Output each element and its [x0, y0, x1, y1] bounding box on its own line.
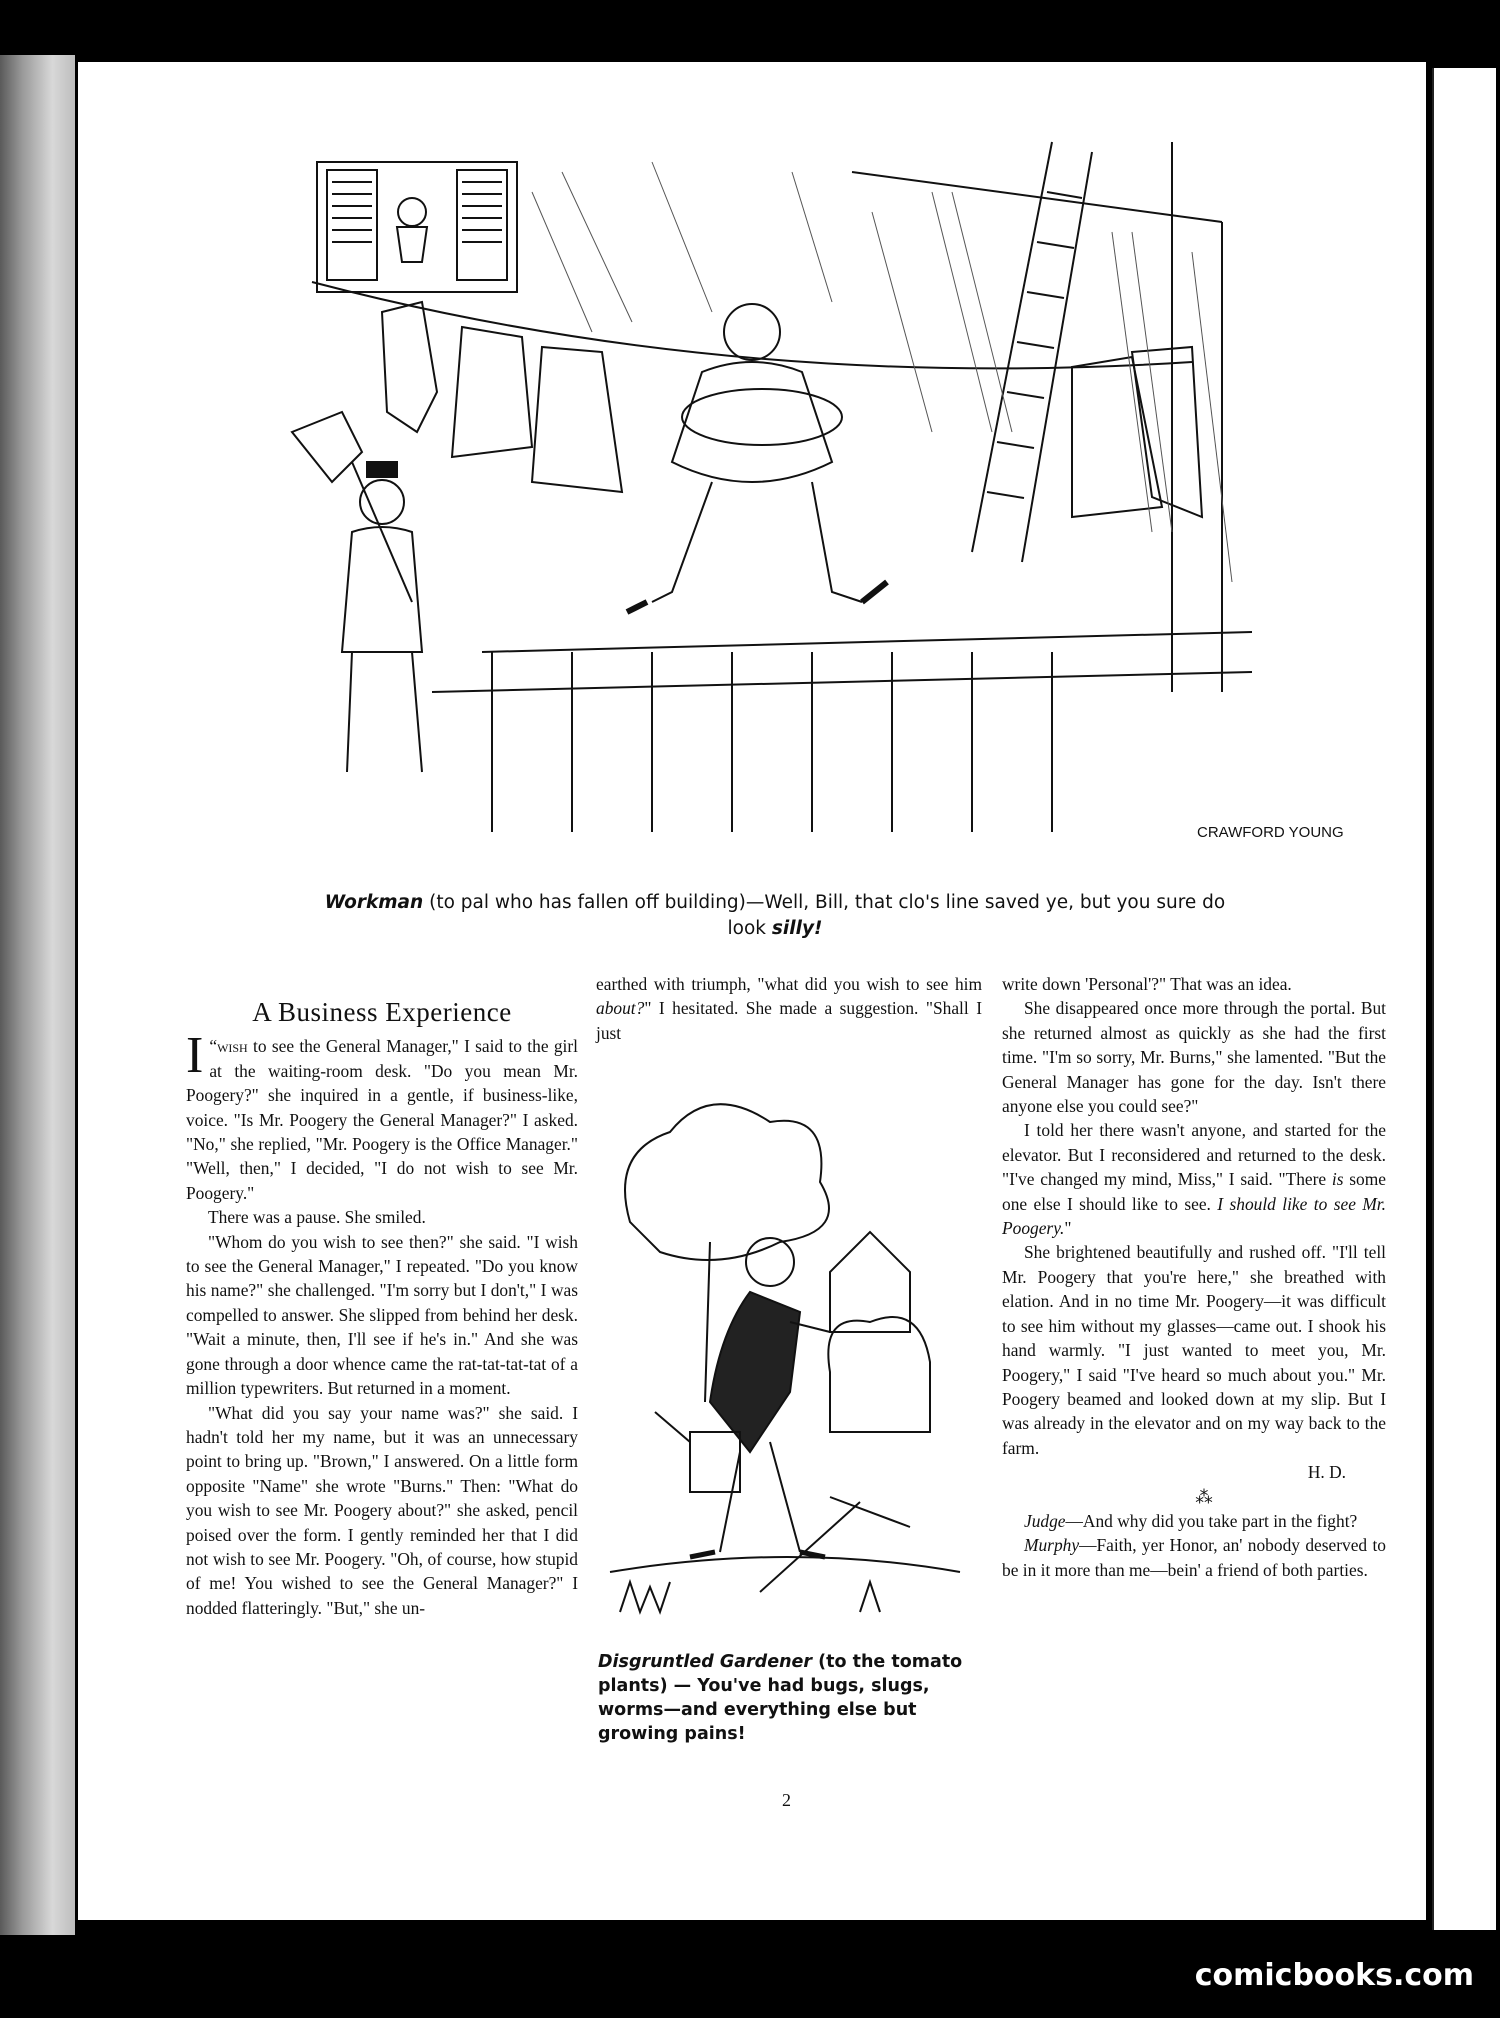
clothesline-illustration [232, 132, 1344, 874]
caption-text: (to pal who has fallen off building)—Well, Bill, that clo's line saved ye, but you sure do look [423, 892, 1226, 939]
article-signature: H. D. [1307, 1462, 1346, 1483]
watermark: comicbooks.com [1194, 1958, 1474, 1993]
gardener-illustration [600, 1072, 972, 1632]
article-column-1 [186, 997, 578, 1620]
article-paragraph: "Whom do you wish to see then?" she said. "I wish to see the General Manager," I repeated. "Do you know his name?" she challenged. "I'm sorry but I don't," I was compelled to answer. She slipped from behind her desk. "Wait a minute, then, I'll see if he's in." And she was gone through a door whence came the rat-tat-tat-tat of a million typewriters. But returned in a moment. [186, 1231, 578, 1399]
caption-end: silly! [771, 918, 823, 939]
page-gutter-line [1432, 68, 1434, 1930]
joke-murphy-line: Murphy—Faith, yer Honor, an' nobody deserved to be in it more than me—bein' a friend of both parties. [1002, 1535, 1386, 1580]
gardener-caption [598, 1650, 984, 1746]
article-paragraph: There was a pause. She smiled. [208, 1207, 426, 1228]
next-page-edge [1432, 68, 1496, 1930]
clothesline-cartoon [232, 132, 1344, 874]
page-number: 2 [782, 1790, 791, 1810]
caption-text: (to the tomato plants) — You've had bugs, slugs, worms—and everything else but growing pains! [598, 1652, 963, 1744]
caption-speaker: Disgruntled Gardener [598, 1652, 813, 1672]
cartoon-signature: CRAWFORD YOUNG [1197, 824, 1344, 841]
drop-cap: I [186, 1027, 204, 1085]
article-paragraph: She brightened beautifully and rushed off. "I'll tell Mr. Poogery that you're here," she breathed with elation. And in no time Mr. Poogery—it was difficult to see him without my glasses—came out. I shook his hand warmly. "I just wanted to meet you, Mr. Poogery," I said "I've heard so much about you." Mr. Poogery beamed and looked down at my slip. But I was already in the elevator and on my way back to the farm. [1002, 1242, 1386, 1458]
article-paragraph-continued: write down 'Personal'?" That was an idea. [1002, 974, 1292, 994]
section-divider: ⁂ [1195, 1486, 1215, 1507]
joke-judge-line: Judge—And why did you take part in the fight? [1024, 1510, 1358, 1531]
caption-speaker: Workman [324, 892, 424, 913]
article-title: A Business Experience [252, 997, 512, 1027]
cartoon-caption [310, 890, 1240, 942]
article-paragraph: "What did you say your name was?" she said. I hadn't told her my name, but it was an unnecessary point to bring up. "Brown," I answered. On a little form opposite "Name" she wrote "Burns." Then: "What do you wish to see Mr. Poogery about?" she asked, pencil poised over the form. I gently reminded her that I did not wish to see Mr. Poogery. "Oh, of course, how stupid of me! You wished to see the General Manager?" I nodded flatteringly. "But," she un- [186, 1402, 578, 1618]
article-paragraph: “ I wish to see the General Manager," I said to the girl at the waiting-room desk. "Do you mean Mr. Poogery?" she inquired in a gentle, if business-like, voice. "Is Mr. Poogery the General Manager?" I asked. "No," she replied, "Mr. Poogery is the Office Manager." "Well, then," I decided, "I do not wish to see Mr. Poogery." [186, 1027, 578, 1203]
article-paragraph-continued: earthed with triumph, "what did you wish to see him about?" I hesitated. She made a suggestion. "Shall I just [596, 974, 982, 1043]
article-column-2 [596, 972, 982, 1045]
book-spine [0, 55, 75, 1935]
article-column-3 [1002, 972, 1386, 1582]
article-paragraph: I told her there wasn't anyone, and started for the elevator. But I reconsidered and returned to the desk. "I've changed my mind, Miss," I said. "There is some one else I should like to see. I should like to see Mr. Poogery." [1002, 1120, 1386, 1239]
article-paragraph: She disappeared once more through the portal. But she returned almost as quickly as she had the first time. "I'm so sorry, Mr. Burns," she lamented. "But the General Manager has gone for the day. Isn't there anyone else you could see?" [1002, 998, 1386, 1117]
gardener-cartoon [600, 1072, 972, 1632]
